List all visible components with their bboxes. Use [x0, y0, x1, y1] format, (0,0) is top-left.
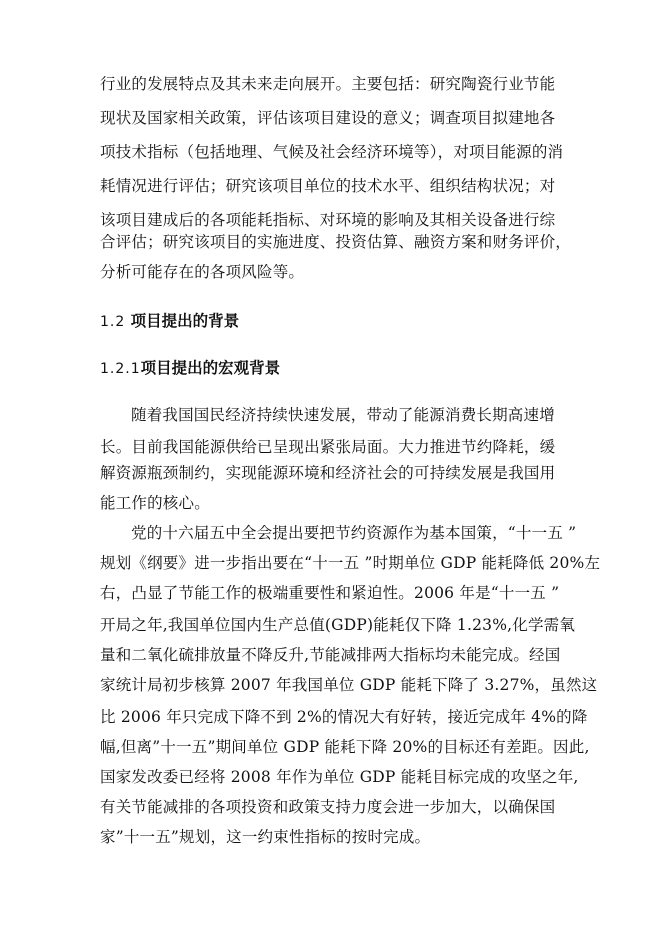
- text-line: 能工作的核心。: [100, 494, 210, 512]
- text-line: 分析可能存在的各项风险等。: [100, 263, 305, 281]
- text-line: 党的十六届五中全会提出要把节约资源作为基本国策，“十一五 ”: [131, 524, 577, 542]
- section-title: 项目提出的宏观背景: [140, 358, 281, 377]
- text-line: 家统计局初步核算 2007 年我国单位 GDP 能耗下降了 3.27%，虽然这: [100, 676, 598, 694]
- section-heading-1-2: [100, 311, 239, 332]
- text-line: 行业的发展特点及其未来走向展开。主要包括：研究陶瓷行业节能: [100, 75, 556, 93]
- text-line: 规划《纲要》进一步指出要在“十一五 ”时期单位 GDP 能耗降低 20%左: [100, 554, 601, 572]
- text-line: 解资源瓶颈制约，实现能源环境和经济社会的可持续发展是我国用: [100, 464, 556, 482]
- text-line: 比 2006 年只完成下降不到 2%的情况大有好转，接近完成年 4%的降: [100, 708, 588, 726]
- text-line: 合评估；研究该项目的实施进度、投资估算、融资方案和财务评价，: [100, 233, 572, 251]
- text-line: 该项目建成后的各项能耗指标、对环境的影响及其相关设备进行综: [100, 211, 556, 229]
- section-heading-1-2-1: [100, 358, 280, 379]
- text-line: 开局之年,我国单位国内生产总值(GDP)能耗仅下降 1.23%,化学需氧: [100, 616, 576, 634]
- text-line: 幅,但离”十一五”期间单位 GDP 能耗下降 20%的目标还有差距。因此,: [100, 738, 590, 756]
- section-number: 1.2.1: [100, 361, 141, 377]
- text-line: 家”十一五”规划，这一约束性指标的按时完成。: [100, 828, 431, 846]
- text-line: 现状及国家相关政策，评估该项目建设的意义；调查项目拟建地各: [100, 109, 556, 127]
- text-line: 长。目前我国能源供给已呈现出紧张局面。大力推进节约降耗，缓: [100, 438, 556, 456]
- section-title: 项目提出的背景: [130, 311, 240, 330]
- text-line: 随着我国国民经济持续快速发展，带动了能源消费长期高速增: [131, 406, 555, 424]
- text-line: 国家发改委已经将 2008 年作为单位 GDP 能耗目标完成的攻坚之年,: [100, 768, 579, 786]
- text-line: 右，凸显了节能工作的极端重要性和紧迫性。2006 年是“十一五 ”: [100, 584, 560, 602]
- text-line: 项技术指标（包括地理、气候及社会经济环境等），对项目能源的消: [100, 143, 564, 161]
- text-line: 耗情况进行评估；研究该项目单位的技术水平、组织结构状况；对: [100, 177, 556, 195]
- text-line: 量和二氧化硫排放量不降反升,节能减排两大指标均未能完成。经国: [100, 646, 561, 664]
- section-number: 1.2: [100, 314, 126, 330]
- text-line: 有关节能减排的各项投资和政策支持力度会进一步加大，以确保国: [100, 798, 556, 816]
